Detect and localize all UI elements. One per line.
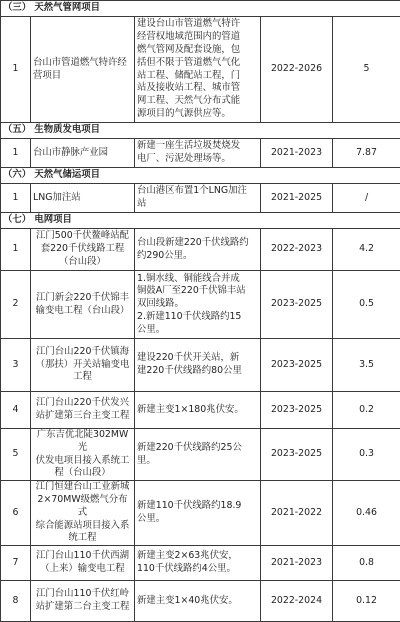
project-name: 江门台山110千伏红岭 站扩建第二台主变工程	[31, 581, 135, 622]
project-investment: 3.5	[333, 339, 400, 392]
project-content: 台山段新建220千伏线路约 约290公里。	[135, 229, 261, 271]
project-period: 2023-2025	[261, 271, 333, 339]
project-period: 2023-2025	[261, 429, 333, 481]
project-investment: 0.3	[333, 429, 400, 481]
project-investment: 0.5	[333, 271, 400, 339]
project-name: LNG加注站	[31, 184, 135, 213]
project-investment: /	[333, 184, 400, 213]
project-investment: 0.2	[333, 392, 400, 429]
project-content: 新建110千伏线路约18.9 公里。	[135, 481, 261, 546]
section-title: （六） 天然气储运项目	[1, 168, 400, 184]
project-period: 2022-2023	[261, 229, 333, 271]
row-index: 1	[1, 139, 31, 168]
table-row	[1, 581, 400, 622]
project-investment: 0.12	[333, 581, 400, 622]
table-row	[1, 546, 400, 581]
project-period: 2021-2022	[261, 481, 333, 546]
project-period: 2023-2025	[261, 392, 333, 429]
row-index: 2	[1, 271, 31, 339]
project-content: 台山港区布置1个LNG加注 站	[135, 184, 261, 213]
table-row	[1, 184, 400, 213]
row-index: 7	[1, 546, 31, 581]
project-content: 建设台山市管道燃气特许 经营权地域范围内的管道 燃气管网及配套设施，包 括但不限于管道燃气气化 站工程、储配站工程，门 站及接收站工程、城市管 网工程、天然气分布式能 源项目的气源供应等。	[135, 17, 261, 123]
row-index: 1	[1, 229, 31, 271]
section-title: （五） 生物质发电项目	[1, 123, 400, 139]
project-period: 2022-2024	[261, 581, 333, 622]
project-investment: 0.8	[333, 546, 400, 581]
row-index: 5	[1, 429, 31, 481]
project-content: 新建一座生活垃圾焚烧发 电厂、污泥处理场等。	[135, 139, 261, 168]
project-name: 江门台山220千伏发兴 站扩建第三台主变工程	[31, 392, 135, 429]
project-investment: 0.46	[333, 481, 400, 546]
section-header	[1, 1, 400, 17]
section-title: （七） 电网项目	[1, 213, 400, 229]
project-name: 江门500千伏鳌峰站配 套220千伏线路工程 （台山段）	[31, 229, 135, 271]
table-row	[1, 339, 400, 392]
table-row	[1, 17, 400, 123]
project-content: 建设220千伏开关站，新 建220千伏线路约80公里	[135, 339, 261, 392]
project-name: 台山市静脉产业园	[31, 139, 135, 168]
project-name: 江门台山110千伏西湖 （上来）输变电工程	[31, 546, 135, 581]
project-content: 新建220千伏线路约25公 里。	[135, 429, 261, 481]
table-row	[1, 271, 400, 339]
row-index: 1	[1, 184, 31, 213]
table-row	[1, 139, 400, 168]
project-period: 2021-2023	[261, 546, 333, 581]
project-investment: 7.87	[333, 139, 400, 168]
section-header	[1, 123, 400, 139]
row-index: 3	[1, 339, 31, 392]
table-row	[1, 229, 400, 271]
project-investment: 4.2	[333, 229, 400, 271]
table-row	[1, 392, 400, 429]
row-index: 1	[1, 17, 31, 123]
row-index: 4	[1, 392, 31, 429]
project-period: 2021-2025	[261, 184, 333, 213]
section-title: （三） 天然气管网项目	[1, 1, 400, 17]
project-period: 2021-2023	[261, 139, 333, 168]
project-investment: 5	[333, 17, 400, 123]
project-name: 台山市管道燃气特许经营项目	[31, 17, 135, 123]
project-content: 1.铜水线、铜能线合并成 铜鼓A厂至220千伏锦丰站 双回线路。 2.新建110千伏线路约15 公里。	[135, 271, 261, 339]
project-name: 广东吉优北陡302MW光 伏发电项目接入系统工 程（台山段）	[31, 429, 135, 481]
section-header	[1, 213, 400, 229]
project-name: 江门台山220千伏镇海 （那扶）开关站输变电 工程	[31, 339, 135, 392]
project-name: 江门新会220千伏锦丰 输变电工程（台山段）	[31, 271, 135, 339]
project-name: 江门恒建台山工业新城 2×70MW级燃气分布式 综合能源站项目接入系 统工程	[31, 481, 135, 546]
project-period: 2022-2026	[261, 17, 333, 123]
row-index: 6	[1, 481, 31, 546]
project-content: 新建主变1×180兆伏安。	[135, 392, 261, 429]
project-content: 新建主变2×63兆伏安， 110千伏线路约4公里。	[135, 546, 261, 581]
table-row	[1, 481, 400, 546]
table-row	[1, 429, 400, 481]
section-header	[1, 168, 400, 184]
project-period: 2023-2025	[261, 339, 333, 392]
project-content: 新建主变1×40兆伏安。	[135, 581, 261, 622]
row-index: 8	[1, 581, 31, 622]
